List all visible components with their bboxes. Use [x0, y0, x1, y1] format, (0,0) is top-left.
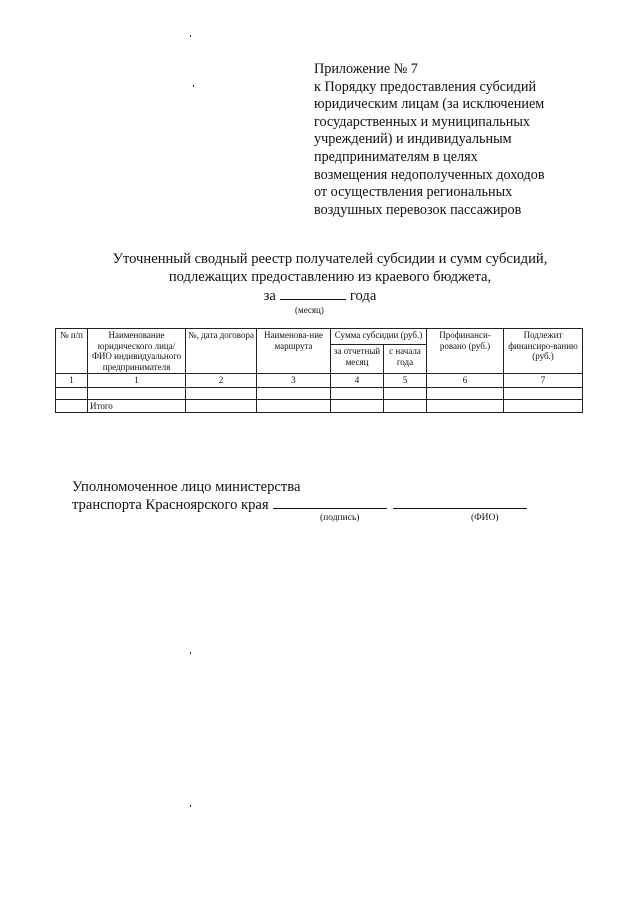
header-financed: Профинанси-ровано (руб.) — [427, 329, 504, 374]
appendix-line: возмещения недополученных доходов — [314, 166, 545, 183]
period-line — [0, 287, 640, 305]
appendix-line: государственных и муниципальных — [314, 113, 530, 130]
header-route: Наименова-ние маршрута — [257, 329, 331, 374]
signature-block — [72, 478, 527, 514]
numbering-row — [56, 374, 583, 388]
scan-speck — [190, 35, 191, 37]
appendix-line: предпринимателям в целях — [314, 148, 478, 165]
col-number: 3 — [257, 374, 331, 388]
table-cell — [331, 399, 384, 413]
fio-caption: (ФИО) — [471, 513, 499, 523]
table-cell — [504, 399, 583, 413]
header-num: № п/п — [56, 329, 88, 374]
header-contract: №, дата договора — [186, 329, 257, 374]
header-name: Наименование юридического лица/ ФИО индивидуального предпринимателя — [88, 329, 186, 374]
appendix-line: учреждений) и индивидуальным — [314, 131, 512, 148]
month-blank — [280, 287, 346, 300]
header-subsidy-month: за отчетный месяц — [331, 345, 384, 374]
table-cell — [427, 387, 504, 399]
col-number: 1 — [56, 374, 88, 388]
registry-table — [55, 328, 583, 413]
table-cell — [384, 387, 427, 399]
header-subsidy: Сумма субсидии (руб.) — [331, 329, 427, 345]
table-cell — [186, 387, 257, 399]
signature-line-1: Уполномоченное лицо министерства — [72, 479, 301, 495]
table-cell — [384, 399, 427, 413]
table-cell — [56, 399, 88, 413]
col-number: 6 — [427, 374, 504, 388]
table-cell — [88, 387, 186, 399]
signature-line-2 — [72, 496, 527, 514]
col-number: 1 — [88, 374, 186, 388]
table-cell — [504, 387, 583, 399]
table-cell — [186, 399, 257, 413]
signature-org: транспорта Красноярского края — [72, 497, 269, 513]
title-line-2: подлежащих предоставлению из краевого бюджета, — [168, 269, 492, 285]
table-cell — [257, 399, 331, 413]
appendix-line: к Порядку предоставления субсидий — [314, 78, 537, 95]
total-label: Итого — [88, 399, 186, 413]
table-cell — [56, 387, 88, 399]
fio-blank — [393, 496, 527, 509]
col-number: 2 — [186, 374, 257, 388]
signature-blank — [273, 496, 387, 509]
scan-speck — [193, 85, 194, 87]
table-cell — [427, 399, 504, 413]
header-to-finance: Подлежит финансиро-ванию (руб.) — [504, 329, 583, 374]
header-row — [56, 329, 583, 345]
scan-speck — [190, 805, 191, 807]
signature-caption: (подпись) — [320, 513, 360, 523]
period-suffix: года — [349, 288, 377, 304]
appendix-line: Приложение № 7 — [314, 61, 418, 77]
appendix-line: воздушных перевозок пассажиров — [314, 201, 522, 218]
appendix-line: юридическим лицам (за исключением — [314, 96, 545, 113]
appendix-line: от осуществления региональных — [314, 184, 513, 201]
col-number: 5 — [384, 374, 427, 388]
scan-speck — [190, 652, 191, 654]
period-prefix: за — [263, 288, 276, 304]
month-caption: (месяц) — [295, 305, 324, 315]
empty-row — [56, 387, 583, 399]
document-title — [60, 250, 600, 286]
header-subsidy-year: с начала года — [384, 345, 427, 374]
col-number: 7 — [504, 374, 583, 388]
col-number: 4 — [331, 374, 384, 388]
table-cell — [257, 387, 331, 399]
total-row — [56, 399, 583, 413]
table-cell — [331, 387, 384, 399]
title-line-1: Уточненный сводный реестр получателей субсидии и сумм субсидий, — [112, 251, 548, 267]
appendix-block — [314, 61, 584, 219]
